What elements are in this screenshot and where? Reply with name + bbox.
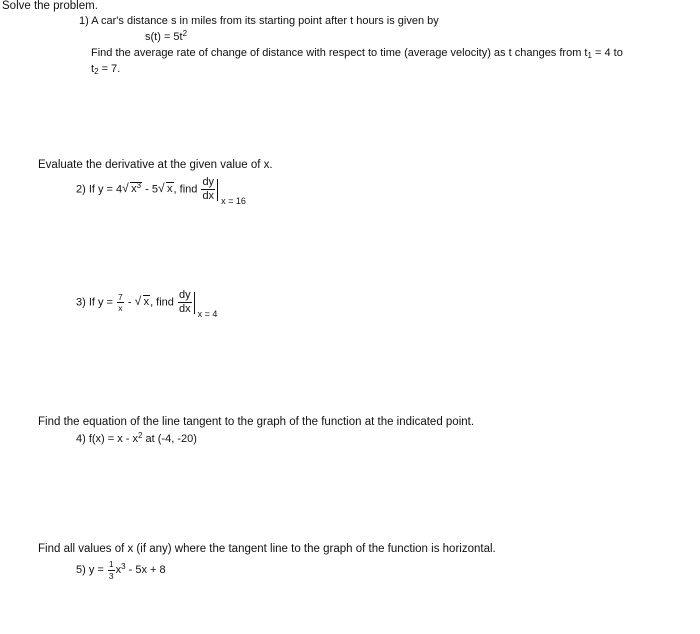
sqrt-x (135, 296, 151, 308)
formula-exponent: 2 (182, 29, 188, 38)
eval-point: x = 4 (197, 309, 218, 320)
question-text-end: = 4 to (591, 47, 623, 59)
evaluation-bar (217, 179, 219, 201)
p2-find: , find (173, 183, 201, 196)
t2-rest: = 7. (98, 63, 121, 75)
instruction-solve: Solve the problem. (2, 0, 98, 12)
p3-middle: - (124, 296, 135, 309)
dy: dy (202, 176, 215, 188)
problem-1-statement: 1) A car's distance s in miles from its starting point after t hours is given by (79, 15, 439, 27)
p5-rest: - 5x + 8 (125, 563, 166, 576)
evaluation-bar (194, 292, 196, 314)
denominator: 3 (108, 570, 114, 581)
problem-3 (76, 290, 217, 319)
dy-dx-fraction (201, 177, 215, 202)
problem-5 (76, 560, 166, 580)
problem-1-question (91, 47, 623, 59)
t2-base: t (91, 63, 95, 75)
instruction-horizontal: Find all values of x (if any) where the tangent line to the graph of the function is horizontal. (38, 543, 496, 555)
problem-4 (76, 433, 197, 445)
t2-subscript: 2 (94, 67, 99, 76)
radicand-exponent: 3 (136, 181, 142, 191)
one-third-fraction (108, 560, 115, 580)
instruction-derivative: Evaluate the derivative at the given value of x. (38, 159, 273, 171)
seven-over-x-fraction (117, 293, 124, 313)
radicand: x (143, 296, 150, 309)
dx: dx (178, 303, 191, 315)
p4-prefix: 4) f(x) = x - x (76, 433, 139, 445)
problem-1-formula (145, 31, 187, 43)
p3-prefix: 3) If y = (76, 296, 117, 309)
sqrt-x (158, 183, 174, 195)
p5-var: x (115, 563, 122, 576)
dx: dx (202, 190, 215, 202)
question-text: Find the average rate of change of distance with respect to time (average velocity) as t changes from t (91, 47, 588, 59)
dy: dy (178, 289, 191, 301)
instruction-tangent: Find the equation of the line tangent to the graph of the function at the indicated point. (38, 416, 475, 428)
dy-dx-fraction (178, 290, 192, 315)
problem-2 (76, 177, 246, 206)
eval-point: x = 16 (221, 196, 246, 207)
p4-exponent: 2 (138, 431, 143, 440)
numerator: 1 (108, 559, 114, 569)
p3-find: , find (150, 296, 177, 309)
numerator: 7 (118, 291, 123, 302)
sqrt-x-cubed (122, 183, 142, 195)
p4-rest: at (-4, -20) (142, 433, 197, 445)
p5-exponent: 3 (121, 561, 126, 571)
radicand-base: x (131, 183, 137, 196)
denominator: x (118, 303, 123, 313)
formula-lhs: s(t) = 5t (145, 31, 183, 43)
radicand: x (167, 183, 173, 196)
p2-middle: - 5 (142, 183, 159, 196)
problem-1-t2 (91, 63, 120, 75)
p2-prefix: 2) If y = 4 (76, 183, 123, 196)
p5-prefix: 5) y = (76, 563, 107, 576)
t1-subscript: 1 (587, 51, 592, 60)
